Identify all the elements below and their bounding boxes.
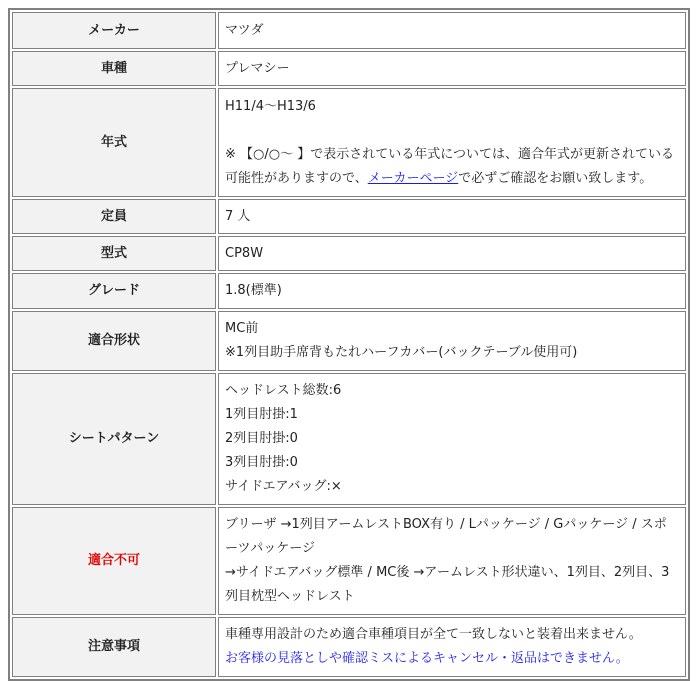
maker-page-link[interactable]: メーカーページ [367, 170, 459, 186]
label-notes: 注意事項 [12, 617, 216, 677]
table-row [12, 507, 686, 615]
table-row [12, 88, 686, 197]
seat-pattern-line: サイドエアバッグ:× [225, 479, 342, 494]
value-seat-pattern [218, 373, 686, 505]
incompatible-line: ブリーザ →1列目アームレストBOX有り / Lパッケージ / Gパッケージ / スポーツパッケージ [225, 517, 667, 556]
value-fit-shape [218, 311, 686, 371]
fit-shape-line: MC前 [225, 321, 259, 336]
label-seat-pattern: シートパターン [12, 373, 216, 505]
year-note [225, 143, 679, 191]
value-year: H11/4～H13/6 [225, 98, 316, 114]
label-capacity: 定員 [12, 199, 216, 234]
year-note-text: ※ 【○/○～ 】で表示されている年式については、適合年式が更新されている可能性がありますので、 [225, 146, 674, 186]
table-row [12, 236, 686, 271]
value-notes [218, 617, 686, 677]
value-maker: マツダ [218, 12, 686, 49]
table-row [12, 199, 686, 234]
spec-table [8, 8, 690, 681]
seat-pattern-line: ヘッドレスト総数:6 [225, 383, 342, 398]
table-row [12, 51, 686, 86]
seat-pattern-line: 3列目肘掛:0 [225, 455, 298, 470]
table-row [12, 12, 686, 49]
label-type: 型式 [12, 236, 216, 271]
table-row [12, 617, 686, 677]
seat-pattern-line: 1列目肘掛:1 [225, 407, 298, 422]
seat-pattern-line: 2列目肘掛:0 [225, 431, 298, 446]
value-grade: 1.8(標準) [218, 273, 686, 309]
label-fit-shape: 適合形状 [12, 311, 216, 371]
notes-line: 車種専用設計のため適合車種項目が全て一致しないと装着出来ません。 [225, 627, 642, 642]
label-grade: グレード [12, 273, 216, 309]
value-type: CP8W [218, 236, 686, 271]
table-row [12, 311, 686, 371]
value-model: プレマシー [218, 51, 686, 86]
value-incompatible [218, 507, 686, 615]
table-row [12, 273, 686, 309]
incompatible-line: →サイドエアバッグ標準 / MC後 →アームレスト形状違い、1列目、2列目、3列目枕型ヘッドレスト [225, 565, 670, 604]
year-note-text-end: で必ずご確認をお願い致します。 [458, 170, 653, 186]
fit-shape-line: ※1列目助手席背もたれハーフカバー(バックテーブル使用可) [225, 345, 578, 360]
value-year-cell [218, 88, 686, 197]
label-incompatible: 適合不可 [12, 507, 216, 615]
table-row [12, 373, 686, 505]
label-year: 年式 [12, 88, 216, 197]
value-capacity: 7 人 [218, 199, 686, 234]
label-maker: メーカー [12, 12, 216, 49]
notes-warning-line: お客様の見落としや確認ミスによるキャンセル・返品はできません。 [225, 651, 629, 666]
label-model: 車種 [12, 51, 216, 86]
